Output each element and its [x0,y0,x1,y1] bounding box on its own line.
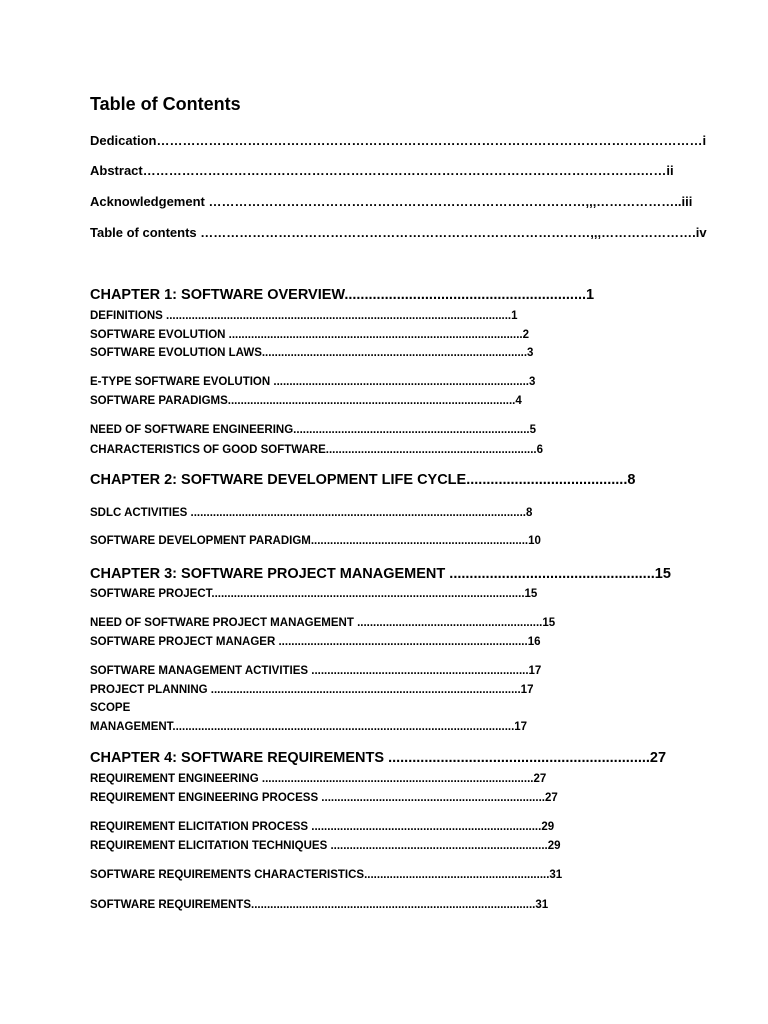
page-title: Table of Contents [90,94,241,114]
toc-entry: REQUIREMENT ENGINEERING PROCESS ......................................................................27 [90,792,558,804]
toc-chapter-3: CHAPTER 3: SOFTWARE PROJECT MANAGEMENT ...................................................15 [90,566,671,582]
toc-entry: NEED OF SOFTWARE PROJECT MANAGEMENT ..........................................................15 [90,617,556,629]
toc-chapter-1: CHAPTER 1: SOFTWARE OVERVIEW............................................................1 [90,287,595,303]
toc-entry: SOFTWARE REQUIREMENTS.........................................................................................31 [90,899,549,911]
toc-entry: SOFTWARE PROJECT..................................................................................................15 [90,588,538,600]
toc-entry: SOFTWARE REQUIREMENTS CHARACTERISTICS..........................................................31 [90,869,563,881]
toc-entry: DEFINITIONS ............................................................................................................1 [90,310,518,322]
toc-entry: MANAGEMENT...........................................................................................................17 [90,721,528,733]
toc-entry: SDLC ACTIVITIES .........................................................................................................8 [90,507,533,519]
toc-entry: SOFTWARE MANAGEMENT ACTIVITIES ....................................................................17 [90,665,542,677]
toc-front-dedication: Dedication………………………………………………………………………………………………………………i [90,133,707,148]
toc-chapter-4: CHAPTER 4: SOFTWARE REQUIREMENTS .................................................................27 [90,750,667,766]
toc-entry: E-TYPE SOFTWARE EVOLUTION ................................................................................3 [90,376,536,388]
toc-chapter-2: CHAPTER 2: SOFTWARE DEVELOPMENT LIFE CYCLE........................................8 [90,472,636,488]
toc-entry: SOFTWARE EVOLUTION LAWS...................................................................................3 [90,347,534,359]
toc-entry: SOFTWARE PROJECT MANAGER ..............................................................................16 [90,636,541,648]
toc-front-acknowledgement: Acknowledgement ……………………………………………………………………………,,,………………..iii [90,194,693,209]
toc-entry: SOFTWARE DEVELOPMENT PARADIGM....................................................................10 [90,535,541,547]
toc-entry: REQUIREMENT ELICITATION PROCESS ........................................................................29 [90,821,555,833]
toc-entry: CHARACTERISTICS OF GOOD SOFTWARE..................................................................6 [90,444,544,456]
toc-front-table-of-contents: Table of contents ………………………………………………………………………………,,,………………….iv [90,225,707,240]
toc-entry: NEED OF SOFTWARE ENGINEERING..........................................................................5 [90,424,537,436]
toc-entry: REQUIREMENT ENGINEERING .....................................................................................27 [90,773,547,785]
toc-front-abstract: Abstract…………………………………………………………………………………………………….……ii [90,163,674,178]
toc-entry: SCOPE [90,702,131,714]
toc-entry: REQUIREMENT ELICITATION TECHNIQUES ....................................................................29 [90,840,561,852]
toc-entry: PROJECT PLANNING .................................................................................................17 [90,684,534,696]
toc-entry: SOFTWARE EVOLUTION ............................................................................................2 [90,329,529,341]
toc-entry: SOFTWARE PARADIGMS..........................................................................................4 [90,395,522,407]
